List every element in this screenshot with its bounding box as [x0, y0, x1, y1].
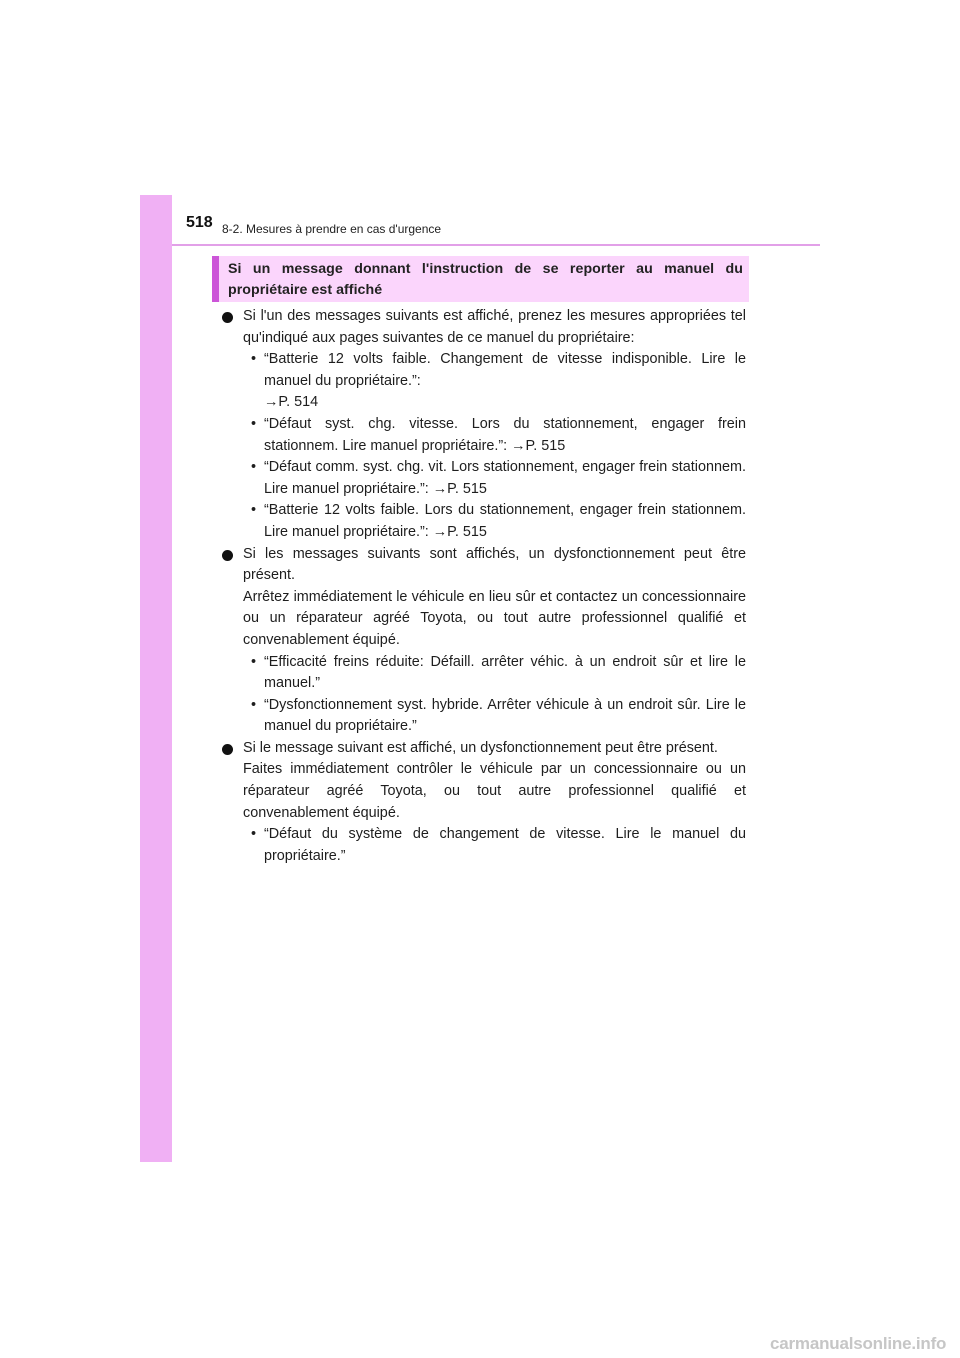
paragraph: Arrêtez immédiatement le véhicule en lieu sûr et contactez un concessionnaire ou un réparateur agréé Toyota, ou tout autre professionnel qualifié et convenablement équipé.: [243, 588, 746, 648]
sub-item-text: “Batterie 12 volts faible. Changement de vitesse indisponible. Lire le manuel du propriétaire.”:: [264, 351, 746, 389]
watermark: carmanualsonline.info: [770, 1334, 947, 1353]
sub-bullet-marker: •: [251, 351, 257, 368]
sub-bullet-marker: •: [251, 653, 257, 670]
bullet-icon: [222, 312, 233, 323]
list-item: [222, 738, 746, 868]
sub-item-text: “Dysfonctionnement syst. hybride. Arrêter véhicule à un endroit sûr. Lire le manuel du propriétaire.”: [264, 696, 746, 735]
bullet-icon: [222, 744, 233, 755]
sub-bullet-marker: •: [251, 826, 257, 843]
sub-bullet-marker: •: [251, 415, 257, 432]
page-number: 518: [186, 214, 213, 231]
paragraph: Si le message suivant est affiché, un dysfonctionnement peut être présent.: [243, 739, 718, 756]
sub-list-item: [243, 500, 746, 543]
notice-heading: Si un message donnant l'instruction de se reporter au manuel du propriétaire est affiché: [228, 261, 743, 298]
sub-list-item: [243, 414, 746, 457]
header-divider: [172, 244, 820, 246]
main-content: [222, 306, 746, 867]
sub-bullet-marker: •: [251, 696, 257, 713]
sub-item-text: “Batterie 12 volts faible. Lors du stationnement, engager frein stationnem. Lire manuel propriétaire.”: →P. 515: [264, 502, 746, 540]
side-tab-strip: [140, 195, 172, 1162]
paragraph: Faites immédiatement contrôler le véhicule par un concessionnaire ou un réparateur agréé Toyota, ou tout autre professionnel qualifié et convenablement équipé.: [243, 761, 746, 821]
section-title: 8-2. Mesures à prendre en cas d'urgence: [222, 222, 442, 236]
sub-bullet-marker: •: [251, 459, 257, 476]
sub-list-item: [243, 652, 746, 695]
bullet-icon: [222, 550, 233, 561]
sub-item-text: “Défaut du système de changement de vitesse. Lire le manuel du propriétaire.”: [264, 826, 746, 864]
sub-list-item: [243, 457, 746, 500]
sub-list-item: [243, 695, 746, 738]
sub-list-item: [243, 824, 746, 867]
list-item: [222, 544, 746, 738]
page-reference: →P. 514: [264, 394, 319, 411]
sub-bullet-marker: •: [251, 502, 257, 519]
sub-item-text: “Efficacité freins réduite: Défaill. arrêter véhic. à un endroit sûr et lire le manuel.”: [264, 653, 746, 692]
paragraph: Si les messages suivants sont affichés, un dysfonctionnement peut être présent.: [243, 545, 746, 584]
notice-heading-box: [212, 256, 749, 302]
paragraph: Si l'un des messages suivants est affiché, prenez les mesures appropriées tel qu'indiqué aux pages suivantes de ce manuel du propriétaire:: [243, 308, 746, 346]
list-item: [222, 306, 746, 544]
sub-item-text: “Défaut comm. syst. chg. vit. Lors stationnement, engager frein stationnem. Lire manuel propriétaire.”: →P. 515: [264, 459, 746, 497]
sub-item-text: “Défaut syst. chg. vitesse. Lors du stationnement, engager frein stationnem. Lire manuel propriétaire.”: →P. 515: [264, 415, 746, 454]
sub-list-item: [243, 349, 746, 414]
